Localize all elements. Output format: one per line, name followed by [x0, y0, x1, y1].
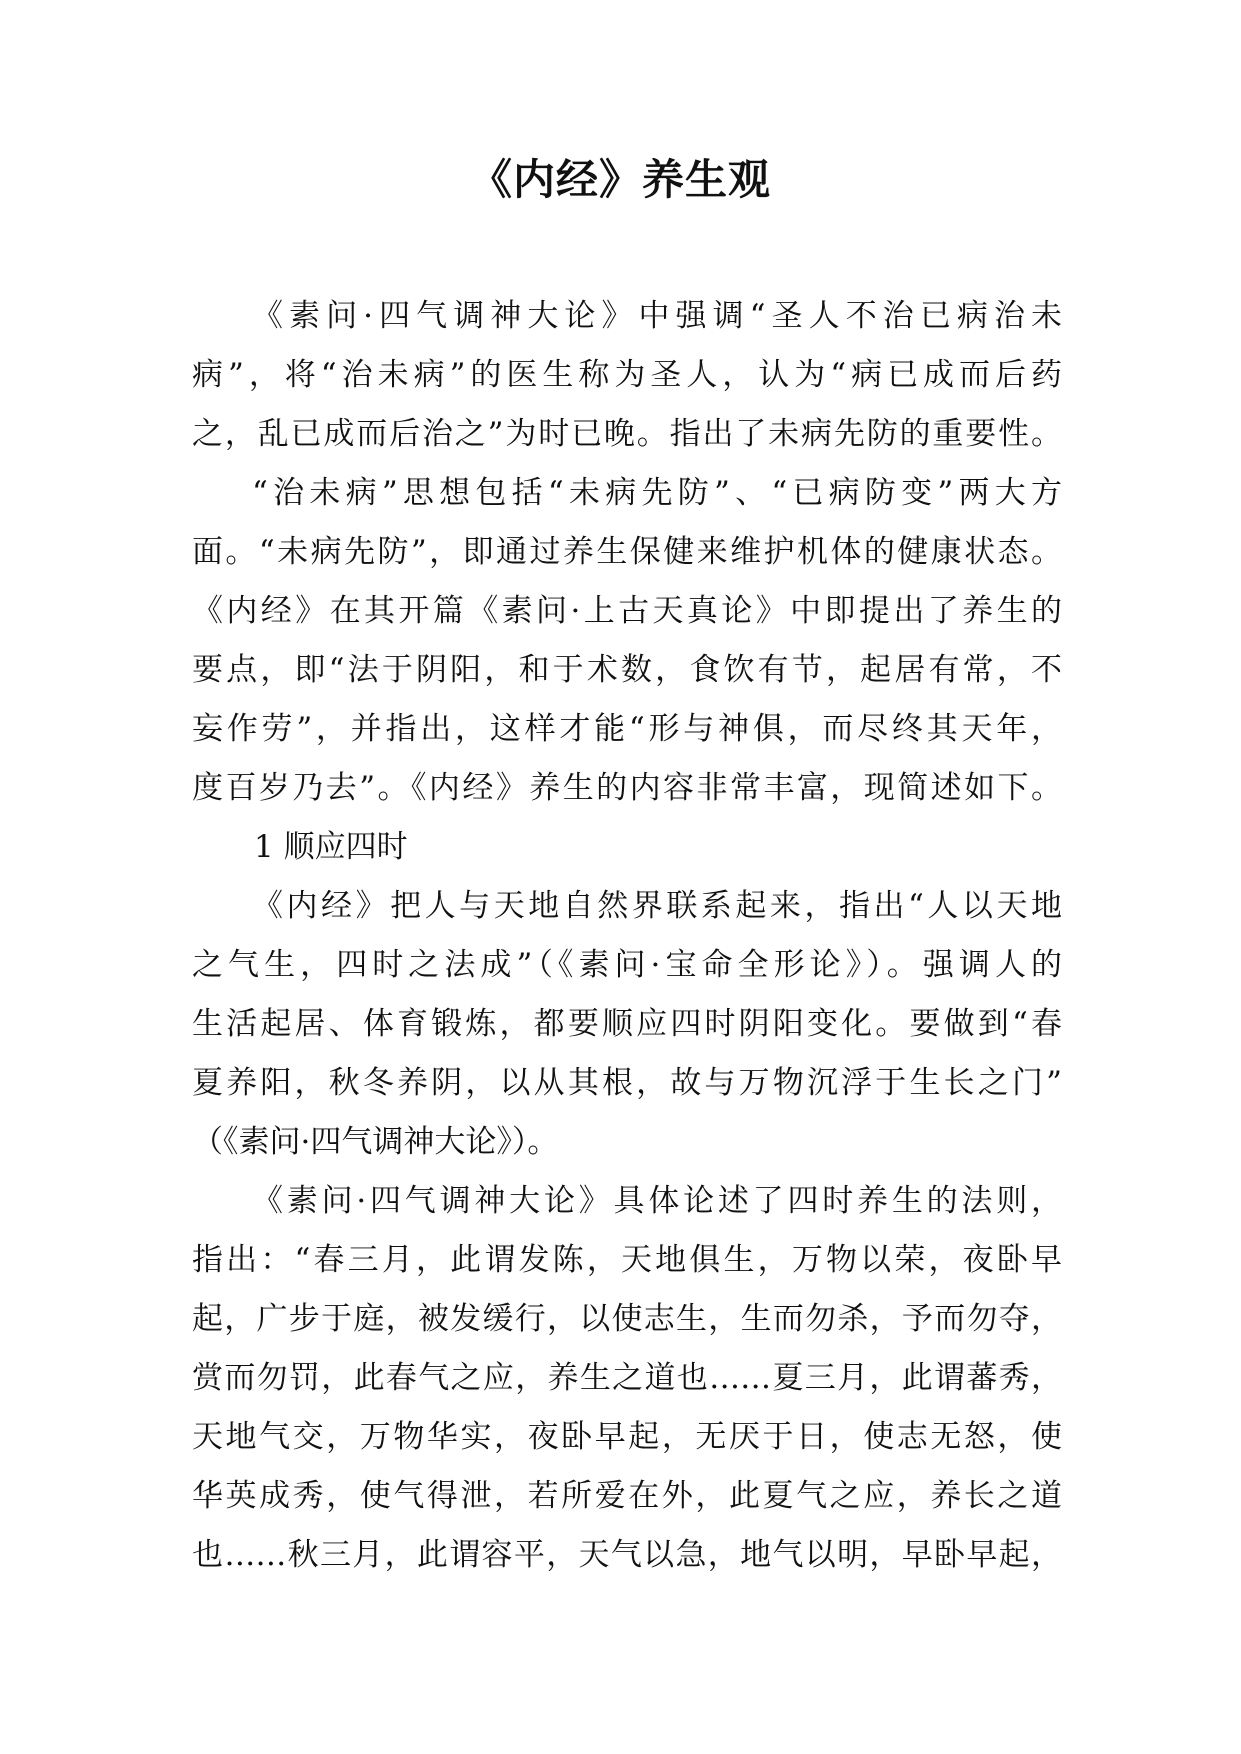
text-line: 起，广步于庭，被发缓行，以使志生，生而勿杀，予而勿夺，: [192, 1301, 1062, 1337]
text-line: 《素问·四气调神大论》中强调“圣人不治已病治未: [252, 298, 1062, 334]
text-line: 赏而勿罚，此春气之应，养生之道也……夏三月，此谓蕃秀，: [192, 1360, 1062, 1396]
text-line: “治未病”思想包括“未病先防”、“已病防变”两大方: [252, 475, 1062, 511]
text-line: 妄作劳”，并指出，这样才能“形与神俱，而尽终其天年，: [192, 711, 1062, 747]
document-title: 《内经》养生观: [469, 155, 771, 204]
text-line: （《素问·四气调神大论》）。: [192, 1124, 559, 1160]
text-line: 《内经》把人与天地自然界联系起来，指出“人以天地: [252, 888, 1062, 924]
text-line: 之气生，四时之法成”（《素问·宝命全形论》）。强调人的: [192, 947, 1062, 983]
text-line: 天地气交，万物华实，夜卧早起，无厌于日，使志无怒，使: [192, 1419, 1062, 1455]
text-line: 夏养阳，秋冬养阴，以从其根，故与万物沉浮于生长之门”: [192, 1065, 1062, 1101]
text-line: 度百岁乃去”。《内经》养生的内容非常丰富，现简述如下。: [192, 770, 1062, 806]
text-line: 病”，将“治未病”的医生称为圣人，认为“病已成而后药: [192, 357, 1062, 393]
text-line: 指出：“春三月，此谓发陈，天地俱生，万物以荣，夜卧早: [192, 1242, 1062, 1278]
text-line: 之，乱已成而后治之”为时已晚。指出了未病先防的重要性。: [192, 416, 1062, 452]
document-body: [192, 287, 1062, 1585]
text-line: 华英成秀，使气得泄，若所爱在外，此夏气之应，养长之道: [192, 1478, 1062, 1514]
text-line: 《素问·四气调神大论》具体论述了四时养生的法则，: [252, 1183, 1062, 1219]
text-line: 《内经》在其开篇《素问·上古天真论》中即提出了养生的: [192, 593, 1062, 629]
text-line: 面。“未病先防”，即通过养生保健来维护机体的健康状态。: [192, 534, 1062, 570]
section-heading: 1 顺应四时: [254, 829, 408, 865]
text-line: 也……秋三月，此谓容平，天气以急，地气以明，早卧早起，: [192, 1537, 1062, 1573]
text-line: 生活起居、体育锻炼，都要顺应四时阴阳变化。要做到“春: [192, 1006, 1062, 1042]
text-line: 要点，即“法于阴阳，和于术数，食饮有节，起居有常，不: [192, 652, 1062, 688]
